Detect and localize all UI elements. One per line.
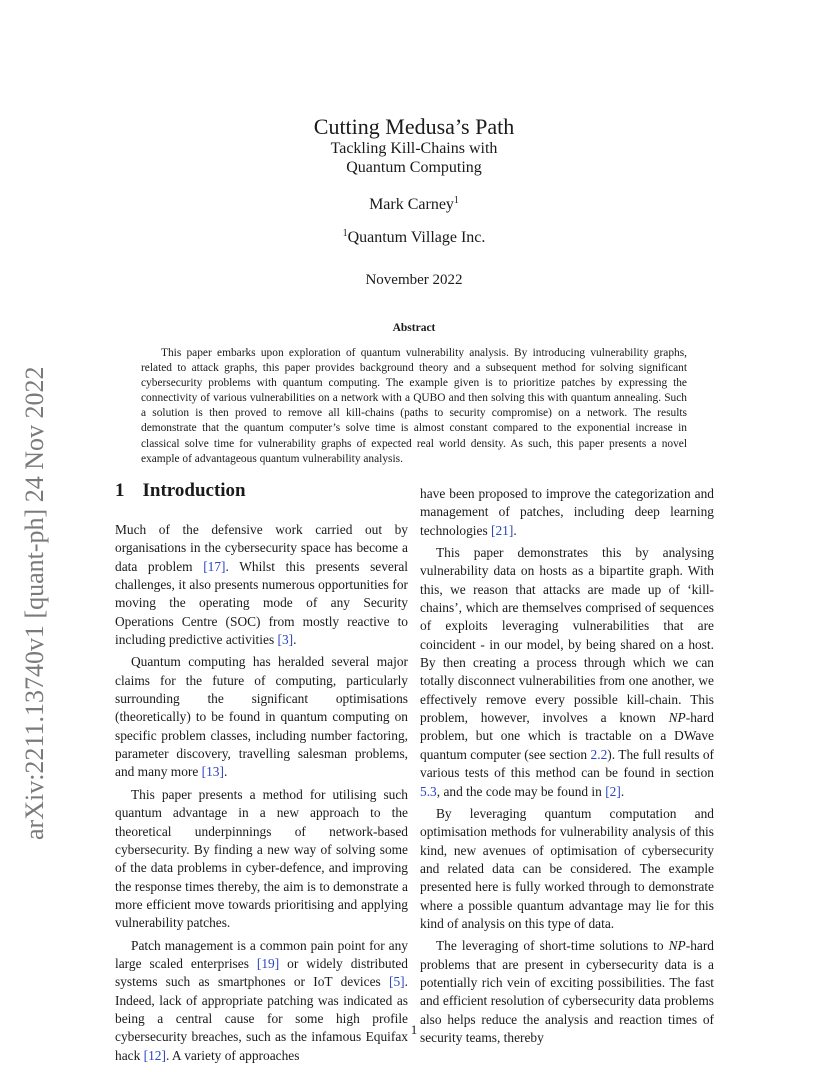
section-link[interactable]: 5.3 — [420, 783, 437, 799]
abstract-body: This paper embarks upon exploration of quantum vulnerability analysis. By introducing vulnerability graphs, related to attack graphs, this paper provides background theory and a subsequent method for solving significant cybersecurity problems with quantum computing. The example given is to prioritize patches by expressing the connectivity of various vulnerabilities on a network with a QUBO and then solving this with quantum annealing. Such a solution is then proved to remove all kill-chains (paths to security compromise) on a network. The results demonstrate that the quantum computer’s solve time is almost constant compared to the exponential increase in classical solve time for vulnerability graphs of expected real world density. As such, this paper presents a novel example of advantageous quantum vulnerability analysis. — [141, 347, 687, 465]
citation-link[interactable]: [17] — [203, 558, 226, 574]
citation-link[interactable]: [5] — [389, 974, 405, 990]
text-run: . — [223, 764, 228, 780]
paragraph — [115, 521, 408, 649]
text-run: -hard problem, but one which is tractable on a DWave quantum computer (see section — [420, 710, 714, 762]
paragraph — [420, 544, 714, 801]
author-superscript: 1 — [453, 195, 459, 206]
subtitle-line-2: Quantum Computing — [346, 159, 482, 176]
page-number: 1 — [410, 1022, 418, 1037]
text-run: The leveraging of short-time solutions to — [436, 938, 669, 954]
citation-link[interactable]: [21] — [491, 522, 514, 538]
paper-subtitle — [0, 139, 828, 177]
text-run: Much of the defensive work carried out by organisations in the cybersecurity space has become a data problem — [115, 522, 408, 574]
paragraph: This paper presents a method for utilising such quantum advantage in a new approach to the theoretical underpinnings of network-based cybersecurity. By finding a new way of solving some of the data problems in cyber-defence, and improving the response times thereby, the aim is to demonstrate a more efficient move towards prioritising and applying vulnerability patches. — [115, 786, 408, 931]
np-italic: NP — [668, 938, 686, 954]
text-run: . — [620, 783, 625, 799]
section-heading — [115, 480, 246, 502]
section-link[interactable]: 2.2 — [590, 746, 608, 762]
paragraph — [115, 653, 408, 781]
citation-link[interactable]: [3] — [277, 632, 294, 648]
np-italic: NP — [668, 710, 686, 726]
affiliation-superscript: 1 — [342, 228, 348, 239]
text-run: . Whilst this presents several challenges, it also presents numerous opportunities for moving the operating mode of any Security Operations Centre (SOC) from mostly reactive to including predictive activities — [115, 558, 408, 648]
paragraph — [115, 937, 408, 1065]
text-run: Patch management is a common pain point for any large scaled enterprises — [115, 937, 408, 971]
right-column — [420, 485, 714, 1047]
author-affiliation — [0, 229, 828, 247]
section-title: Introduction — [142, 480, 246, 501]
text-run: have been proposed to improve the categorization and management of patches, including deep learning technologies — [420, 486, 714, 538]
author-text: Mark Carney — [369, 196, 454, 213]
text-run: . — [513, 522, 517, 538]
text-run: . Indeed, lack of appropriate patching was indicated as being a central cause for some high profile cybersecurity breaches, such as the infamous Equifax hack — [115, 974, 408, 1063]
section-number: 1 — [115, 480, 125, 501]
text-run: . — [293, 632, 297, 648]
abstract-heading: Abstract — [392, 322, 436, 334]
citation-link[interactable]: [2] — [605, 783, 621, 799]
paragraph — [420, 485, 714, 540]
citation-link[interactable]: [12] — [143, 1047, 166, 1063]
text-run: ). The full results of various tests of this method can be found in section — [420, 746, 715, 781]
paper-title: Cutting Medusa’s Path — [313, 114, 515, 139]
citation-link[interactable]: [13] — [201, 764, 224, 780]
paragraph: By leveraging quantum computation and optimisation methods for vulnerability analysis of this kind, new avenues of optimisation of cybersecurity and related data can be considered. The example presented here is fully worked through to demonstrate where a possible quantum advantage may lie for this kind of analysis on this type of data. — [420, 805, 714, 931]
text-run: -hard problems that are present in cybersecurity data is a potentially rich vein of exciting possibilities. The fast and efficient resolution of cybersecurity data problems also helps reduce the analysis and reaction times of security teams, thereby — [420, 938, 714, 1045]
arxiv-id-text: arXiv:2211.13740v1 [quant-ph] 24 Nov 2022 — [20, 366, 49, 840]
text-run: This paper demonstrates this by analysing vulnerability data on hosts as a bipartite graph. With this, we reason that attacks are made up of ‘kill-chains’, which are themselves comprised of sequences of exploits leveraging vulnerabilities that are coincident - in our model, by being shared on a host. By then creating a process through which we can totally disconnect vulnerabilities from one another, we effectively remove every possible kill-chain. This problem, however, involves a known — [420, 545, 714, 726]
subtitle-line-1: Tackling Kill-Chains with — [330, 140, 498, 157]
author-name — [0, 196, 828, 214]
left-column — [115, 521, 408, 1065]
text-run: . A variety of approaches — [165, 1047, 300, 1063]
text-run: , and the code may be found in — [436, 783, 606, 799]
text-run: or widely distributed systems such as smartphones or IoT devices — [115, 955, 408, 990]
affiliation-text: Quantum Village Inc. — [347, 229, 486, 246]
text-run: Quantum computing has heralded several major claims for the future of computing, particularly surrounding the significant optimisations (theoretically) to be found in quantum computing on specific problem classes, including number factoring, parameter discovery, travelling salesman problems, and many more — [115, 654, 408, 780]
citation-link[interactable]: [19] — [256, 955, 280, 971]
paper-date: November 2022 — [365, 272, 463, 288]
